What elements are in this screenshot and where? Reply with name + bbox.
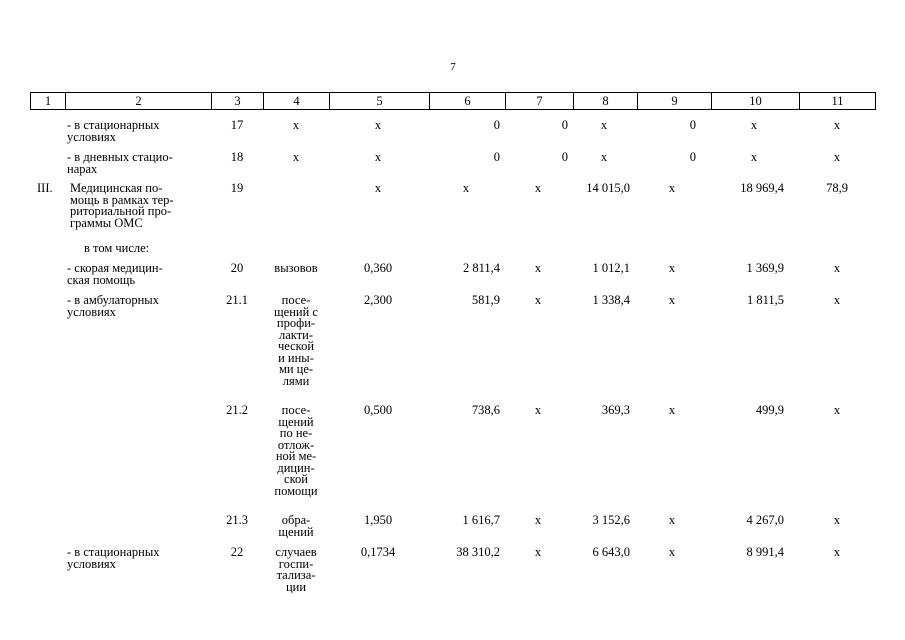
row-col7: х [534, 513, 542, 527]
row-unit: х [292, 118, 300, 132]
row-col9: х [668, 545, 676, 559]
row-col8: х [600, 118, 608, 132]
row-col11: х [833, 261, 841, 275]
header-col-10: 10 [711, 93, 799, 109]
row-col5: 1,950 [363, 513, 393, 527]
row-col8: х [600, 150, 608, 164]
row-col10: 8 991,4 [746, 545, 784, 559]
row-col11: х [833, 118, 841, 132]
row-col10: 1 369,9 [746, 261, 784, 275]
row-col8: 3 152,6 [592, 513, 630, 527]
row-unit: посе- щений с профи- лакти- ческой и ины- ми це- лями [274, 293, 318, 388]
row-col6: х [462, 181, 470, 195]
row-unit: посе- щений по не- отлож- ной ме- дицин- ской помощи [274, 403, 318, 498]
row-col5: х [374, 181, 382, 195]
row-name: Медицинская по- мощь в рамках тер- риториальной про- граммы ОМС [70, 181, 174, 230]
row-col7: х [534, 545, 542, 559]
row-col7: х [534, 403, 542, 417]
row-col7: х [534, 293, 542, 307]
row-name: - в стационарных условиях [67, 118, 160, 144]
row-col10: х [750, 118, 758, 132]
row-unit: случаев госпи- тализа- ции [275, 545, 317, 594]
row-unit: х [292, 150, 300, 164]
row-name: - в стационарных условиях [67, 545, 160, 571]
header-col-4: 4 [263, 93, 329, 109]
row-name: - скорая медицин- ская помощь [67, 261, 163, 287]
header-col-7: 7 [505, 93, 573, 109]
row-col8: 1 338,4 [592, 293, 630, 307]
row-col5: 0,360 [363, 261, 393, 275]
row-col7: х [534, 181, 542, 195]
row-col11: х [833, 513, 841, 527]
header-col-2: 2 [65, 93, 211, 109]
row-col7: 0 [561, 118, 568, 132]
row-col10: 4 267,0 [746, 513, 784, 527]
table-header-row [30, 92, 876, 110]
row-col5: х [374, 118, 382, 132]
row-col6: 0 [493, 118, 500, 132]
row-col10: х [750, 150, 758, 164]
row-col6: 1 616,7 [462, 513, 500, 527]
header-col-9: 9 [637, 93, 711, 109]
header-col-5: 5 [329, 93, 429, 109]
row-col5: 2,300 [363, 293, 393, 307]
row-number: 19 [230, 181, 244, 195]
row-number: 21.2 [226, 403, 248, 417]
row-col6: 2 811,4 [462, 261, 500, 275]
row-col9: х [668, 293, 676, 307]
row-number: 21.1 [226, 293, 248, 307]
header-col-8: 8 [573, 93, 637, 109]
row-col8: 6 643,0 [592, 545, 630, 559]
row-col6: 38 310,2 [456, 545, 500, 559]
row-col7: х [534, 261, 542, 275]
page-number: 7 [450, 61, 456, 73]
row-col8: 14 015,0 [586, 181, 630, 195]
header-col-3: 3 [211, 93, 263, 109]
row-name: - в амбулаторных условиях [67, 293, 159, 319]
row-unit: вызовов [274, 261, 318, 275]
row-col9: х [668, 403, 676, 417]
row-col5: 0,1734 [360, 545, 396, 559]
row-col9: х [668, 513, 676, 527]
row-col6: 0 [493, 150, 500, 164]
row-col9: х [668, 261, 676, 275]
row-unit: обра- щений [278, 513, 314, 539]
row-col5: 0,500 [363, 403, 393, 417]
row-number: 18 [230, 150, 244, 164]
header-col-6: 6 [429, 93, 505, 109]
row-col9: х [668, 181, 676, 195]
row-subheading: в том числе: [84, 241, 150, 255]
row-col7: 0 [561, 150, 568, 164]
row-col9: 0 [689, 150, 696, 164]
row-col11: х [833, 545, 841, 559]
row-col5: х [374, 150, 382, 164]
row-section-number: III. [37, 181, 53, 195]
row-col11: х [833, 403, 841, 417]
row-col6: 581,9 [471, 293, 500, 307]
row-col10: 499,9 [755, 403, 784, 417]
row-col8: 369,3 [601, 403, 630, 417]
row-number: 20 [230, 261, 244, 275]
row-number: 22 [230, 545, 244, 559]
row-col11: х [833, 150, 841, 164]
row-number: 21.3 [226, 513, 248, 527]
row-name: - в дневных стацио- нарах [67, 150, 173, 176]
row-col8: 1 012,1 [592, 261, 630, 275]
header-col-1: 1 [44, 94, 52, 108]
header-col-11: 11 [799, 93, 875, 109]
row-col6: 738,6 [471, 403, 500, 417]
row-col9: 0 [689, 118, 696, 132]
row-col11: 78,9 [826, 181, 848, 195]
row-number: 17 [230, 118, 244, 132]
row-col11: х [833, 293, 841, 307]
row-col10: 1 811,5 [746, 293, 784, 307]
row-col10: 18 969,4 [740, 181, 784, 195]
